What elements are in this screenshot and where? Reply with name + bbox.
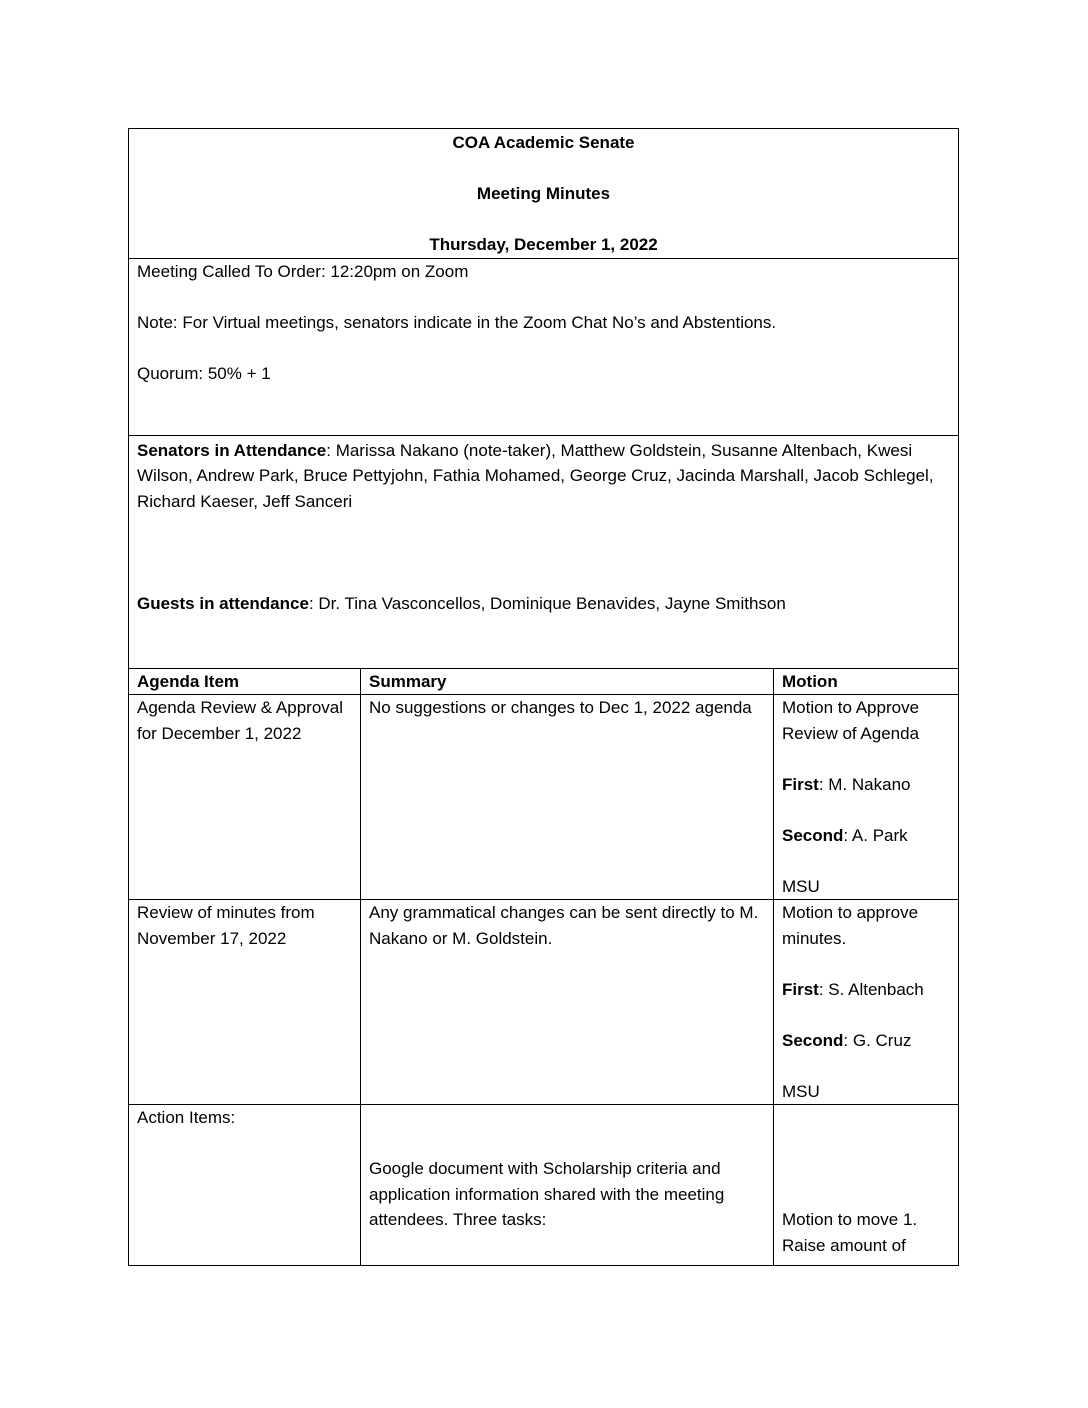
motion-second: [782, 1028, 950, 1054]
motion-cell: [774, 695, 959, 900]
attendance-row: [129, 435, 959, 668]
motion-cell: [774, 900, 959, 1105]
motion-text: Motion to approve minutes.: [782, 903, 919, 948]
meeting-date: Thursday, December 1, 2022: [429, 235, 658, 254]
first-label: First: [782, 774, 819, 794]
first-name: : S. Altenbach: [818, 979, 924, 999]
motion-second: [782, 823, 950, 849]
summary-cell: Any grammatical changes can be sent directly to M. Nakano or M. Goldstein.: [361, 900, 774, 1105]
motion-first: [782, 772, 950, 798]
meeting-info-cell: [129, 258, 959, 435]
column-header-summary: Summary: [361, 668, 774, 695]
table-row: [129, 900, 959, 1105]
virtual-note: Note: For Virtual meetings, senators indicate in the Zoom Chat No’s and Abstentions.: [137, 312, 777, 332]
motion-text: Motion to move 1. Raise amount of: [782, 1210, 918, 1255]
motion-cell: [774, 1105, 959, 1266]
guests-attendance: [137, 591, 950, 617]
motion-result: MSU: [782, 1081, 820, 1101]
quorum: Quorum: 50% + 1: [137, 363, 271, 383]
guests-list: : Dr. Tina Vasconcellos, Dominique Benavides, Jayne Smithson: [308, 593, 786, 613]
table-row: [129, 695, 959, 900]
attendance-cell: [129, 435, 959, 668]
second-label: Second: [782, 1030, 844, 1050]
document-title: Meeting Minutes: [476, 184, 611, 203]
summary-cell: [361, 1105, 774, 1266]
second-name: : G. Cruz: [843, 1030, 912, 1050]
motion-result: MSU: [782, 876, 820, 896]
column-header-row: [129, 668, 959, 695]
motion-text: Motion to Approve Review of Agenda: [782, 698, 920, 743]
first-label: First: [782, 979, 819, 999]
senators-label: Senators in Attendance: [137, 440, 327, 460]
senators-attendance: [137, 438, 950, 515]
senators-list: : Marissa Nakano (note-taker), Matthew Goldstein, Susanne Altenbach, Kwesi Wilson, Andrew Park, Bruce Pettyjohn, Fathia Mohamed, George Cruz, Jacinda Marshall, Jacob Schlegel, Richard Kaeser, Jeff Sanceri: [137, 440, 934, 511]
minutes-table: [128, 128, 959, 1266]
column-header-motion: Motion: [774, 668, 959, 695]
summary-text: Google document with Scholarship criteria and application information shared with the meeting attendees. Three tasks:: [369, 1159, 725, 1229]
summary-cell: No suggestions or changes to Dec 1, 2022 agenda: [361, 695, 774, 900]
column-header-item: Agenda Item: [129, 668, 361, 695]
agenda-item-cell: Agenda Review & Approval for December 1, 2022: [129, 695, 361, 900]
table-row: [129, 1105, 959, 1266]
agenda-item-cell: Action Items:: [129, 1105, 361, 1266]
second-label: Second: [782, 825, 844, 845]
motion-first: [782, 977, 950, 1003]
first-name: : M. Nakano: [818, 774, 911, 794]
header-cell: [129, 129, 959, 259]
guests-label: Guests in attendance: [137, 593, 309, 613]
org-name: COA Academic Senate: [452, 133, 635, 152]
called-to-order: Meeting Called To Order: 12:20pm on Zoom: [137, 261, 469, 281]
meeting-info-row: [129, 258, 959, 435]
agenda-item-cell: Review of minutes from November 17, 2022: [129, 900, 361, 1105]
second-name: : A. Park: [843, 825, 908, 845]
header-row: [129, 129, 959, 259]
minutes-page: [128, 128, 958, 1266]
